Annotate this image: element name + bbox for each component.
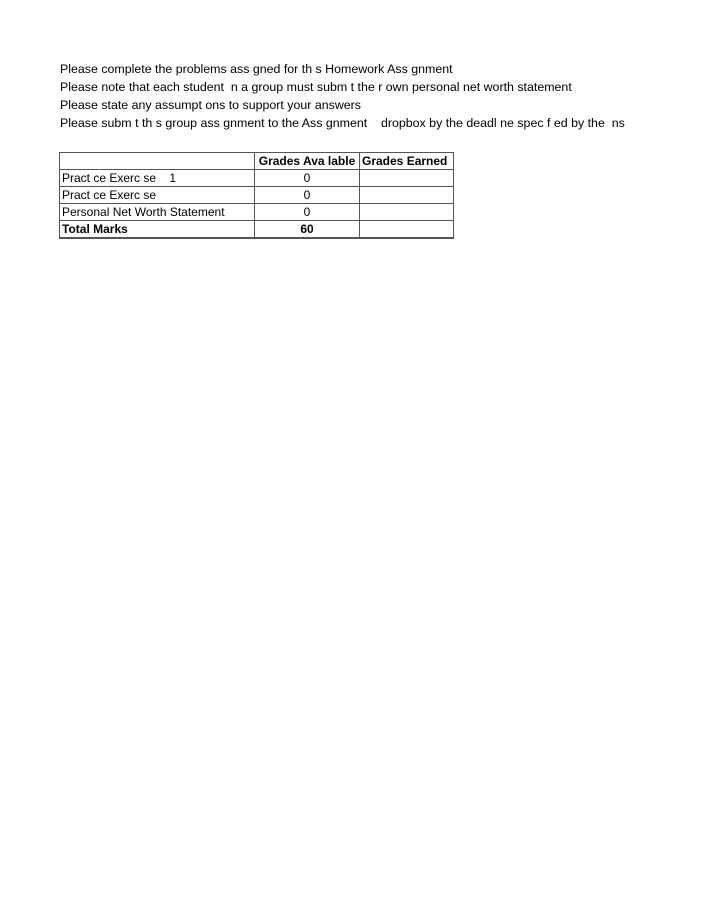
row-item-cell[interactable]: Personal Net Worth Statement: [60, 204, 255, 221]
row-item-cell[interactable]: Pract ce Exerc se 1: [60, 170, 255, 187]
instructions-block: [60, 60, 700, 132]
table-row: [60, 204, 454, 221]
total-label-cell[interactable]: Total Marks: [60, 221, 255, 239]
row-item-cell[interactable]: Pract ce Exerc se: [60, 187, 255, 204]
instruction-line-1: Please complete the problems ass gned for th s Homework Ass gnment: [60, 62, 453, 76]
row-earned-cell[interactable]: [360, 187, 454, 204]
total-row: [60, 221, 454, 239]
instruction-line-4: Please subm t th s group ass gnment to the Ass gnment dropbox by the deadl ne spec f ed by the ns: [60, 116, 625, 130]
header-grades-available[interactable]: Grades Ava lable: [255, 153, 360, 170]
total-earned-cell[interactable]: [360, 221, 454, 239]
total-available-cell[interactable]: 60: [255, 221, 360, 239]
grades-table: [59, 152, 454, 239]
table-row: [60, 170, 454, 187]
header-item-cell[interactable]: [60, 153, 255, 170]
row-available-cell[interactable]: 0: [255, 170, 360, 187]
row-earned-cell[interactable]: [360, 170, 454, 187]
instruction-line-3: Please state any assumpt ons to support your answers: [60, 98, 361, 112]
instruction-line-2: Please note that each student n a group must subm t the r own personal net worth statement: [60, 80, 572, 94]
table-header-row: [60, 153, 454, 170]
row-earned-cell[interactable]: [360, 204, 454, 221]
table-row: [60, 187, 454, 204]
row-available-cell[interactable]: 0: [255, 204, 360, 221]
row-available-cell[interactable]: 0: [255, 187, 360, 204]
header-grades-earned[interactable]: Grades Earned: [360, 153, 454, 170]
